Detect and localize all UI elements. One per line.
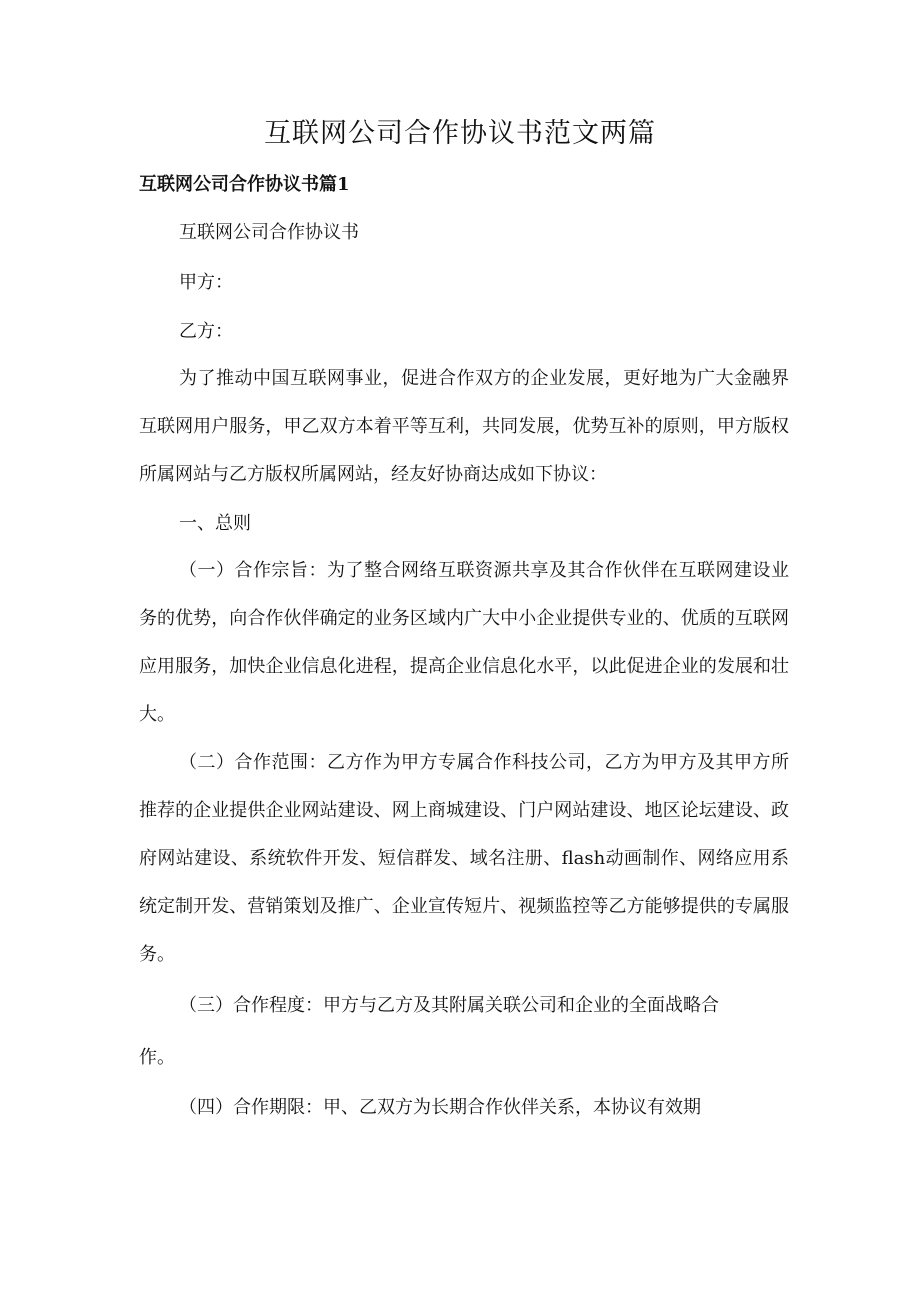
- general-section-heading: 一、总则: [179, 513, 251, 534]
- clause-purpose: （一）合作宗旨：为了整合网络互联资源共享及其合作伙伴在互联网建设业务的优势，向合作伙伴确定的业务区域内广大中小企业提供专业的、优质的互联网应用服务，加快企业信息化进程，提高企业信息化水平，以此促进企业的发展和壮大。: [139, 560, 789, 725]
- party-b-line: 乙方：: [179, 321, 233, 342]
- document-title: 互联网公司合作协议书范文两篇: [264, 118, 656, 149]
- clause-degree: （三）合作程度：甲方与乙方及其附属关联公司和企业的全面战略合: [179, 995, 719, 1016]
- preamble-paragraph: 为了推动中国互联网事业，促进合作双方的企业发展，更好地为广大金融界互联网用户服务，甲乙双方本着平等互利，共同发展，优势互补的原则，甲方版权所属网站与乙方版权所属网站，经友好协商达成如下协议：: [139, 368, 789, 485]
- party-a-line: 甲方：: [179, 272, 233, 293]
- clause-degree-continuation: 作。: [139, 1047, 175, 1068]
- clause-scope: （二）合作范围：乙方作为甲方专属合作科技公司，乙方为甲方及其甲方所推荐的企业提供企业网站建设、网上商城建设、门户网站建设、地区论坛建设、政府网站建设、系统软件开发、短信群发、域名注册、flash动画制作、网络应用系统定制开发、营销策划及推广、企业宣传短片、视频监控等乙方能够提供的专属服务。: [139, 752, 789, 965]
- section-heading: 互联网公司合作协议书篇1: [139, 174, 350, 195]
- agreement-subtitle: 互联网公司合作协议书: [179, 222, 359, 243]
- clause-term: （四）合作期限：甲、乙双方为长期合作伙伴关系，本协议有效期: [179, 1097, 701, 1118]
